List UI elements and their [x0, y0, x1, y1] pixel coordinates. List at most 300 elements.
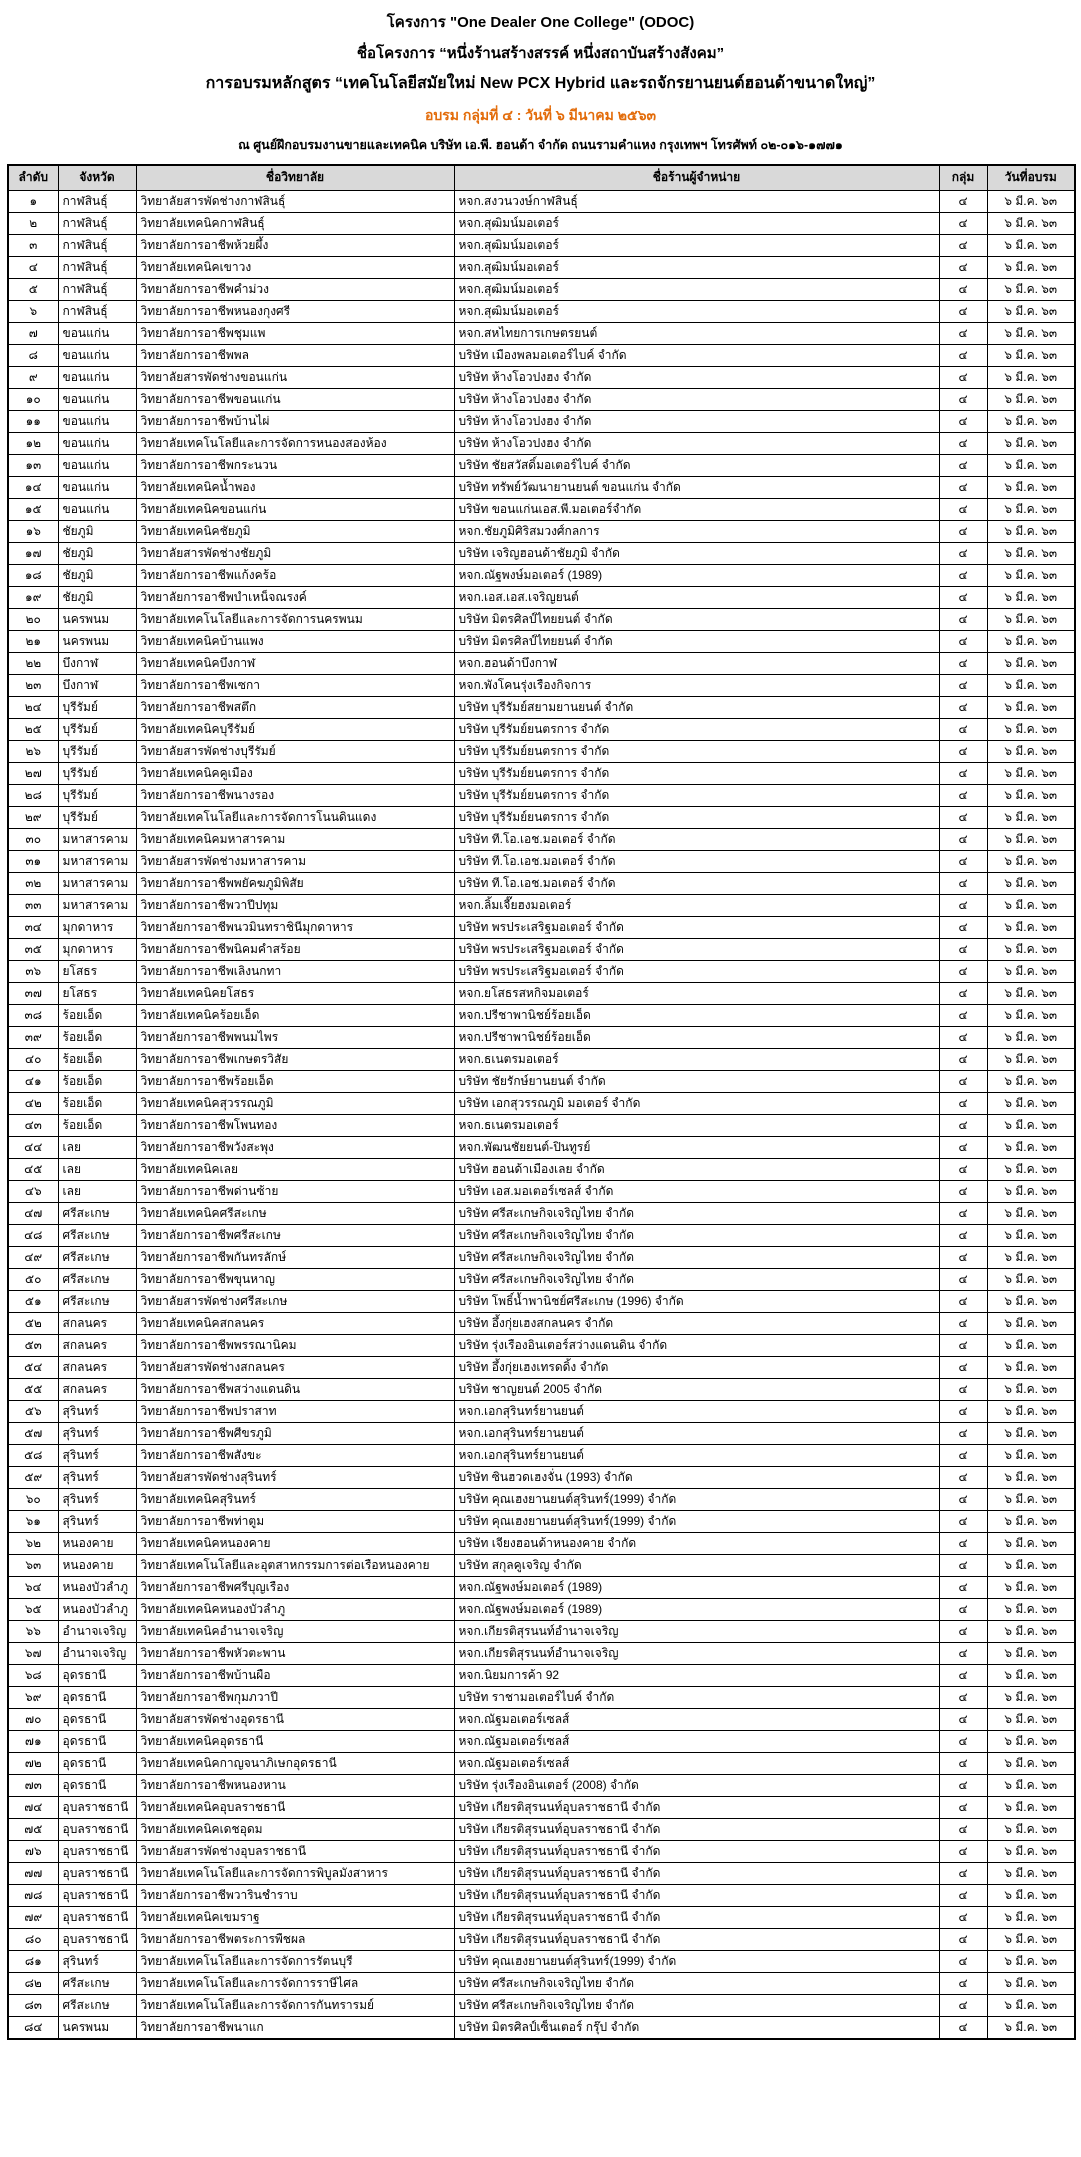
training-date-cell: ๖ มี.ค. ๖๓	[987, 1731, 1075, 1753]
dealer-name-cell: บริษัท บุรีรัมย์ยนตรการ จำกัด	[454, 763, 939, 785]
dealer-name-cell: บริษัท ทรัพย์วัฒนายานยนต์ ขอนแก่น จำกัด	[454, 477, 939, 499]
training-date-cell: ๖ มี.ค. ๖๓	[987, 1291, 1075, 1313]
college-name-cell: วิทยาลัยเทคนิคสุวรรณภูมิ	[136, 1093, 454, 1115]
training-date-cell: ๖ มี.ค. ๖๓	[987, 741, 1075, 763]
dealer-name-cell: หจก.เอกสุรินทร์ยานยนต์	[454, 1445, 939, 1467]
training-date-cell: ๖ มี.ค. ๖๓	[987, 1599, 1075, 1621]
table-row	[8, 301, 1075, 323]
training-date-cell: ๖ มี.ค. ๖๓	[987, 213, 1075, 235]
college-name-cell: วิทยาลัยเทคนิคสุรินทร์	[136, 1489, 454, 1511]
table-row	[8, 1929, 1075, 1951]
row-number-cell: ๕๑	[8, 1291, 58, 1313]
group-cell: ๔	[939, 829, 987, 851]
training-date-cell: ๖ มี.ค. ๖๓	[987, 719, 1075, 741]
group-cell: ๔	[939, 917, 987, 939]
college-name-cell: วิทยาลัยการอาชีพสังขะ	[136, 1445, 454, 1467]
dealer-name-cell: บริษัท ห้างโอวปงฮง จำกัด	[454, 411, 939, 433]
dealer-name-cell: บริษัท เกียรติสุรนนท์อุบลราชธานี จำกัด	[454, 1841, 939, 1863]
table-row	[8, 1995, 1075, 2017]
province-cell: ชัยภูมิ	[58, 587, 136, 609]
dealer-name-cell: บริษัท เอกสุวรรณภูมิ มอเตอร์ จำกัด	[454, 1093, 939, 1115]
dealer-name-cell: บริษัท อึ้งกุ่ยเฮงสกลนคร จำกัด	[454, 1313, 939, 1335]
row-number-cell: ๑๙	[8, 587, 58, 609]
table-row	[8, 1709, 1075, 1731]
training-date-cell: ๖ มี.ค. ๖๓	[987, 1269, 1075, 1291]
training-date-cell: ๖ มี.ค. ๖๓	[987, 697, 1075, 719]
province-cell: สุรินทร์	[58, 1951, 136, 1973]
dealer-name-cell: บริษัท บุรีรัมย์ยนตรการ จำกัด	[454, 807, 939, 829]
row-number-cell: ๓๑	[8, 851, 58, 873]
province-cell: สกลนคร	[58, 1379, 136, 1401]
province-cell: กาฬสินธุ์	[58, 235, 136, 257]
college-name-cell: วิทยาลัยการอาชีพห้วยผึ้ง	[136, 235, 454, 257]
province-cell: นครพนม	[58, 2017, 136, 2040]
training-date-cell: ๖ มี.ค. ๖๓	[987, 1511, 1075, 1533]
group-cell: ๔	[939, 1863, 987, 1885]
college-name-cell: วิทยาลัยการอาชีพพยัคฆภูมิพิสัย	[136, 873, 454, 895]
training-date-cell: ๖ มี.ค. ๖๓	[987, 829, 1075, 851]
province-cell: หนองคาย	[58, 1555, 136, 1577]
dealer-name-cell: บริษัท ห้างโอวปงฮง จำกัด	[454, 367, 939, 389]
province-cell: ร้อยเอ็ด	[58, 1115, 136, 1137]
table-row	[8, 1027, 1075, 1049]
group-cell: ๔	[939, 1313, 987, 1335]
training-date-cell: ๖ มี.ค. ๖๓	[987, 1225, 1075, 1247]
dealer-name-cell: บริษัท สกุลคูเจริญ จำกัด	[454, 1555, 939, 1577]
col-header-group: กลุ่ม	[939, 165, 987, 191]
group-cell: ๔	[939, 1995, 987, 2017]
group-cell: ๔	[939, 301, 987, 323]
province-cell: สุรินทร์	[58, 1511, 136, 1533]
dealer-name-cell: บริษัท มิตรศิลป์เซ็นเตอร์ กรุ๊ป จำกัด	[454, 2017, 939, 2040]
college-name-cell: วิทยาลัยสารพัดช่างขอนแก่น	[136, 367, 454, 389]
table-row	[8, 1225, 1075, 1247]
table-row	[8, 939, 1075, 961]
table-row	[8, 917, 1075, 939]
dealer-name-cell: บริษัท ฮอนด้าเมืองเลย จำกัด	[454, 1159, 939, 1181]
row-number-cell: ๓๖	[8, 961, 58, 983]
group-cell: ๔	[939, 697, 987, 719]
college-name-cell: วิทยาลัยการอาชีพวังสะพุง	[136, 1137, 454, 1159]
training-date-cell: ๖ มี.ค. ๖๓	[987, 1951, 1075, 1973]
dealer-name-cell: บริษัท ที.โอ.เอช.มอเตอร์ จำกัด	[454, 873, 939, 895]
row-number-cell: ๑๗	[8, 543, 58, 565]
training-date-cell: ๖ มี.ค. ๖๓	[987, 191, 1075, 213]
group-cell: ๔	[939, 983, 987, 1005]
table-row	[8, 565, 1075, 587]
college-name-cell: วิทยาลัยสารพัดช่างอุบลราชธานี	[136, 1841, 454, 1863]
group-cell: ๔	[939, 1181, 987, 1203]
group-cell: ๔	[939, 1203, 987, 1225]
training-date-cell: ๖ มี.ค. ๖๓	[987, 1467, 1075, 1489]
province-cell: บุรีรัมย์	[58, 763, 136, 785]
college-name-cell: วิทยาลัยสารพัดช่างศรีสะเกษ	[136, 1291, 454, 1313]
dealer-name-cell: บริษัท ศรีสะเกษกิจเจริญไทย จำกัด	[454, 1995, 939, 2017]
table-row	[8, 1247, 1075, 1269]
training-date-cell: ๖ มี.ค. ๖๓	[987, 543, 1075, 565]
province-cell: มุกดาหาร	[58, 917, 136, 939]
group-cell: ๔	[939, 1445, 987, 1467]
dealer-name-cell: บริษัท บุรีรัมย์ยนตรการ จำกัด	[454, 719, 939, 741]
training-date-cell: ๖ มี.ค. ๖๓	[987, 565, 1075, 587]
province-cell: อำนาจเจริญ	[58, 1643, 136, 1665]
province-cell: ยโสธร	[58, 983, 136, 1005]
province-cell: สกลนคร	[58, 1313, 136, 1335]
province-cell: อุบลราชธานี	[58, 1863, 136, 1885]
table-row	[8, 1005, 1075, 1027]
province-cell: อุบลราชธานี	[58, 1907, 136, 1929]
dealer-name-cell: บริษัท คุณเฮงยานยนต์สุรินทร์(1999) จำกัด	[454, 1489, 939, 1511]
row-number-cell: ๓๘	[8, 1005, 58, 1027]
dealer-name-cell: บริษัท เกียรติสุรนนท์อุบลราชธานี จำกัด	[454, 1863, 939, 1885]
row-number-cell: ๓๒	[8, 873, 58, 895]
college-name-cell: วิทยาลัยการอาชีพนิคมคำสร้อย	[136, 939, 454, 961]
group-cell: ๔	[939, 1643, 987, 1665]
training-date-cell: ๖ มี.ค. ๖๓	[987, 1379, 1075, 1401]
college-name-cell: วิทยาลัยการอาชีพเลิงนกทา	[136, 961, 454, 983]
dealer-name-cell: บริษัท ที.โอ.เอช.มอเตอร์ จำกัด	[454, 829, 939, 851]
college-name-cell: วิทยาลัยเทคโนโลยีและการจัดการโนนดินแดง	[136, 807, 454, 829]
province-cell: หนองบัวลำภู	[58, 1599, 136, 1621]
college-name-cell: วิทยาลัยการอาชีพวาปีปทุม	[136, 895, 454, 917]
group-cell: ๔	[939, 961, 987, 983]
college-name-cell: วิทยาลัยการอาชีพนางรอง	[136, 785, 454, 807]
row-number-cell: ๗๐	[8, 1709, 58, 1731]
province-cell: ศรีสะเกษ	[58, 1291, 136, 1313]
group-cell: ๔	[939, 1071, 987, 1093]
group-cell: ๔	[939, 851, 987, 873]
training-date-cell: ๖ มี.ค. ๖๓	[987, 1885, 1075, 1907]
college-name-cell: วิทยาลัยเทคนิคสกลนคร	[136, 1313, 454, 1335]
college-name-cell: วิทยาลัยการอาชีพพรรณานิคม	[136, 1335, 454, 1357]
row-number-cell: ๘	[8, 345, 58, 367]
province-cell: อุดรธานี	[58, 1753, 136, 1775]
table-row	[8, 499, 1075, 521]
training-date-cell: ๖ มี.ค. ๖๓	[987, 917, 1075, 939]
province-cell: สุรินทร์	[58, 1467, 136, 1489]
table-row	[8, 1907, 1075, 1929]
row-number-cell: ๔๖	[8, 1181, 58, 1203]
dealer-name-cell: บริษัท พรประเสริฐมอเตอร์ จำกัด	[454, 939, 939, 961]
training-date-cell: ๖ มี.ค. ๖๓	[987, 1797, 1075, 1819]
row-number-cell: ๖๐	[8, 1489, 58, 1511]
row-number-cell: ๒๙	[8, 807, 58, 829]
dealer-name-cell: บริษัท เมืองพลมอเตอร์ไบค์ จำกัด	[454, 345, 939, 367]
province-cell: ขอนแก่น	[58, 477, 136, 499]
training-date-cell: ๖ มี.ค. ๖๓	[987, 1665, 1075, 1687]
col-header-date: วันที่อบรม	[987, 165, 1075, 191]
group-cell: ๔	[939, 1489, 987, 1511]
row-number-cell: ๘๒	[8, 1973, 58, 1995]
training-date-cell: ๖ มี.ค. ๖๓	[987, 367, 1075, 389]
dealer-name-cell: หจก.ณัฐมอเตอร์เซลส์	[454, 1753, 939, 1775]
group-cell: ๔	[939, 609, 987, 631]
row-number-cell: ๕๓	[8, 1335, 58, 1357]
college-name-cell: วิทยาลัยสารพัดช่างบุรีรัมย์	[136, 741, 454, 763]
table-row	[8, 1951, 1075, 1973]
college-name-cell: วิทยาลัยการอาชีพศีขรภูมิ	[136, 1423, 454, 1445]
province-cell: อุบลราชธานี	[58, 1797, 136, 1819]
group-cell: ๔	[939, 477, 987, 499]
dealer-name-cell: บริษัท เกียรติสุรนนท์อุบลราชธานี จำกัด	[454, 1819, 939, 1841]
training-date-cell: ๖ มี.ค. ๖๓	[987, 1687, 1075, 1709]
group-cell: ๔	[939, 1379, 987, 1401]
province-cell: กาฬสินธุ์	[58, 279, 136, 301]
dealer-name-cell: หจก.ปรีชาพานิชย์ร้อยเอ็ด	[454, 1005, 939, 1027]
row-number-cell: ๗๓	[8, 1775, 58, 1797]
province-cell: มหาสารคาม	[58, 851, 136, 873]
group-cell: ๔	[939, 1665, 987, 1687]
group-cell: ๔	[939, 939, 987, 961]
group-cell: ๔	[939, 719, 987, 741]
college-name-cell: วิทยาลัยเทคนิคชัยภูมิ	[136, 521, 454, 543]
training-date-cell: ๖ มี.ค. ๖๓	[987, 1181, 1075, 1203]
college-name-cell: วิทยาลัยเทคนิคกาญจนาภิเษกอุดรธานี	[136, 1753, 454, 1775]
group-cell: ๔	[939, 499, 987, 521]
college-name-cell: วิทยาลัยการอาชีพหัวตะพาน	[136, 1643, 454, 1665]
row-number-cell: ๑๖	[8, 521, 58, 543]
college-name-cell: วิทยาลัยเทคนิคอุดรธานี	[136, 1731, 454, 1753]
training-date-cell: ๖ มี.ค. ๖๓	[987, 653, 1075, 675]
province-cell: อุบลราชธานี	[58, 1885, 136, 1907]
group-cell: ๔	[939, 1775, 987, 1797]
college-name-cell: วิทยาลัยการอาชีพเกษตรวิสัย	[136, 1049, 454, 1071]
row-number-cell: ๘๔	[8, 2017, 58, 2040]
dealer-name-cell: บริษัท พรประเสริฐมอเตอร์ จำกัด	[454, 961, 939, 983]
college-name-cell: วิทยาลัยการอาชีพด่านซ้าย	[136, 1181, 454, 1203]
table-row	[8, 719, 1075, 741]
group-cell: ๔	[939, 411, 987, 433]
dealer-name-cell: บริษัท เกียรติสุรนนท์อุบลราชธานี จำกัด	[454, 1885, 939, 1907]
province-cell: ร้อยเอ็ด	[58, 1027, 136, 1049]
group-cell: ๔	[939, 565, 987, 587]
college-name-cell: วิทยาลัยเทคโนโลยีและการจัดการหนองสองห้อง	[136, 433, 454, 455]
dealer-name-cell: หจก.สุฒิมน์มอเตอร์	[454, 213, 939, 235]
province-cell: ขอนแก่น	[58, 367, 136, 389]
dealer-name-cell: หจก.สหไทยการเกษตรยนต์	[454, 323, 939, 345]
province-cell: กาฬสินธุ์	[58, 213, 136, 235]
venue-info: ณ ศูนย์ฝึกอบรมงานขายและเทคนิค บริษัท เอ.พี. ฮอนด้า จำกัด ถนนรามคำแหง กรุงเทพฯ โทรศัพท์ ๐๒-๐๑๖-๑๗๗๑	[238, 138, 843, 152]
dealer-name-cell: หจก.ณัฐมอเตอร์เซลส์	[454, 1731, 939, 1753]
row-number-cell: ๗๙	[8, 1907, 58, 1929]
group-cell: ๔	[939, 1027, 987, 1049]
college-name-cell: วิทยาลัยการอาชีพสตึก	[136, 697, 454, 719]
training-date-cell: ๖ มี.ค. ๖๓	[987, 1423, 1075, 1445]
table-row	[8, 257, 1075, 279]
province-cell: มุกดาหาร	[58, 939, 136, 961]
table-row	[8, 653, 1075, 675]
table-row	[8, 675, 1075, 697]
row-number-cell: ๔๑	[8, 1071, 58, 1093]
group-cell: ๔	[939, 1137, 987, 1159]
college-name-cell: วิทยาลัยการอาชีพแก้งคร้อ	[136, 565, 454, 587]
group-cell: ๔	[939, 1269, 987, 1291]
row-number-cell: ๑๒	[8, 433, 58, 455]
dealer-name-cell: บริษัท เจริญฮอนด้าชัยภูมิ จำกัด	[454, 543, 939, 565]
province-cell: มหาสารคาม	[58, 895, 136, 917]
table-row	[8, 1181, 1075, 1203]
training-date-cell: ๖ มี.ค. ๖๓	[987, 587, 1075, 609]
training-date-cell: ๖ มี.ค. ๖๓	[987, 1137, 1075, 1159]
project-name: ชื่อโครงการ “หนึ่งร้านสร้างสรรค์ หนึ่งสถาบันสร้างสังคม”	[356, 45, 725, 62]
college-name-cell: วิทยาลัยเทคนิคมหาสารคาม	[136, 829, 454, 851]
row-number-cell: ๒๖	[8, 741, 58, 763]
dealer-name-cell: บริษัท ขอนแก่นเอส.พี.มอเตอร์จำกัด	[454, 499, 939, 521]
training-date-cell: ๖ มี.ค. ๖๓	[987, 1335, 1075, 1357]
row-number-cell: ๗๘	[8, 1885, 58, 1907]
table-row	[8, 279, 1075, 301]
province-cell: อุดรธานี	[58, 1709, 136, 1731]
college-name-cell: วิทยาลัยเทคนิคยโสธร	[136, 983, 454, 1005]
dealer-name-cell: บริษัท รุ่งเรืองอินเตอร์ (2008) จำกัด	[454, 1775, 939, 1797]
province-cell: ชัยภูมิ	[58, 543, 136, 565]
training-date-cell: ๖ มี.ค. ๖๓	[987, 1555, 1075, 1577]
group-cell: ๔	[939, 1797, 987, 1819]
training-date-cell: ๖ มี.ค. ๖๓	[987, 455, 1075, 477]
training-date-cell: ๖ มี.ค. ๖๓	[987, 1247, 1075, 1269]
row-number-cell: ๔๗	[8, 1203, 58, 1225]
row-number-cell: ๕๖	[8, 1401, 58, 1423]
row-number-cell: ๑๐	[8, 389, 58, 411]
table-row	[8, 1797, 1075, 1819]
college-name-cell: วิทยาลัยสารพัดช่างสกลนคร	[136, 1357, 454, 1379]
college-name-cell: วิทยาลัยการอาชีพคำม่วง	[136, 279, 454, 301]
training-schedule-table	[7, 164, 1076, 2040]
group-cell: ๔	[939, 1753, 987, 1775]
table-row	[8, 1841, 1075, 1863]
row-number-cell: ๓๙	[8, 1027, 58, 1049]
training-date-cell: ๖ มี.ค. ๖๓	[987, 2017, 1075, 2040]
college-name-cell: วิทยาลัยเทคนิคหนองบัวลำภู	[136, 1599, 454, 1621]
training-date-cell: ๖ มี.ค. ๖๓	[987, 389, 1075, 411]
training-date-cell: ๖ มี.ค. ๖๓	[987, 323, 1075, 345]
group-cell: ๔	[939, 257, 987, 279]
college-name-cell: วิทยาลัยเทคนิคกาฬสินธุ์	[136, 213, 454, 235]
training-date-cell: ๖ มี.ค. ๖๓	[987, 345, 1075, 367]
dealer-name-cell: บริษัท มิตรศิลป์ไทยยนต์ จำกัด	[454, 631, 939, 653]
group-cell: ๔	[939, 1005, 987, 1027]
row-number-cell: ๓	[8, 235, 58, 257]
province-cell: อุดรธานี	[58, 1775, 136, 1797]
group-cell: ๔	[939, 1401, 987, 1423]
row-number-cell: ๗๗	[8, 1863, 58, 1885]
training-date-cell: ๖ มี.ค. ๖๓	[987, 411, 1075, 433]
session-info: อบรม กลุ่มที่ ๔ : วันที่ ๖ มีนาคม ๒๕๖๓	[424, 107, 657, 123]
group-cell: ๔	[939, 1335, 987, 1357]
dealer-name-cell: บริษัท คุณเฮงยานยนต์สุรินทร์(1999) จำกัด	[454, 1951, 939, 1973]
group-cell: ๔	[939, 653, 987, 675]
group-cell: ๔	[939, 1599, 987, 1621]
row-number-cell: ๖๙	[8, 1687, 58, 1709]
row-number-cell: ๓๔	[8, 917, 58, 939]
training-date-cell: ๖ มี.ค. ๖๓	[987, 301, 1075, 323]
group-cell: ๔	[939, 675, 987, 697]
table-row	[8, 1599, 1075, 1621]
table-header-row	[8, 165, 1075, 191]
table-row	[8, 851, 1075, 873]
table-row	[8, 1973, 1075, 1995]
group-cell: ๔	[939, 1621, 987, 1643]
dealer-name-cell: บริษัท ศรีสะเกษกิจเจริญไทย จำกัด	[454, 1973, 939, 1995]
table-row	[8, 1819, 1075, 1841]
group-cell: ๔	[939, 279, 987, 301]
row-number-cell: ๕๙	[8, 1467, 58, 1489]
college-name-cell: วิทยาลัยเทคนิคร้อยเอ็ด	[136, 1005, 454, 1027]
dealer-name-cell: หจก.พังโคนรุ่งเรืองกิจการ	[454, 675, 939, 697]
group-cell: ๔	[939, 631, 987, 653]
table-row	[8, 1511, 1075, 1533]
dealer-name-cell: หจก.ปรีชาพานิชย์ร้อยเอ็ด	[454, 1027, 939, 1049]
table-row	[8, 1489, 1075, 1511]
table-row	[8, 1753, 1075, 1775]
college-name-cell: วิทยาลัยการอาชีพพนมไพร	[136, 1027, 454, 1049]
training-date-cell: ๖ มี.ค. ๖๓	[987, 1533, 1075, 1555]
col-header-dealer: ชื่อร้านผู้จำหน่าย	[454, 165, 939, 191]
college-name-cell: วิทยาลัยสารพัดช่างชัยภูมิ	[136, 543, 454, 565]
group-cell: ๔	[939, 1885, 987, 1907]
group-cell: ๔	[939, 235, 987, 257]
training-date-cell: ๖ มี.ค. ๖๓	[987, 1159, 1075, 1181]
college-name-cell: วิทยาลัยเทคนิคเขมราฐ	[136, 1907, 454, 1929]
college-name-cell: วิทยาลัยการอาชีพขุนหาญ	[136, 1269, 454, 1291]
group-cell: ๔	[939, 1115, 987, 1137]
group-cell: ๔	[939, 1511, 987, 1533]
province-cell: ร้อยเอ็ด	[58, 1093, 136, 1115]
row-number-cell: ๒๒	[8, 653, 58, 675]
province-cell: ชัยภูมิ	[58, 565, 136, 587]
group-cell: ๔	[939, 1709, 987, 1731]
training-date-cell: ๖ มี.ค. ๖๓	[987, 257, 1075, 279]
dealer-name-cell: หจก.เอส.เอส.เจริญยนต์	[454, 587, 939, 609]
college-name-cell: วิทยาลัยการอาชีพกระนวน	[136, 455, 454, 477]
province-cell: กาฬสินธุ์	[58, 257, 136, 279]
college-name-cell: วิทยาลัยเทคนิคอำนาจเจริญ	[136, 1621, 454, 1643]
province-cell: เลย	[58, 1181, 136, 1203]
row-number-cell: ๓๐	[8, 829, 58, 851]
college-name-cell: วิทยาลัยการอาชีพหนองกุงศรี	[136, 301, 454, 323]
table-row	[8, 1665, 1075, 1687]
college-name-cell: วิทยาลัยการอาชีพกันทรลักษ์	[136, 1247, 454, 1269]
table-row	[8, 609, 1075, 631]
group-cell: ๔	[939, 1159, 987, 1181]
table-row	[8, 1313, 1075, 1335]
course-title: การอบรมหลักสูตร “เทคโนโลยีสมัยใหม่ New PCX Hybrid และรถจักรยานยนต์ฮอนด้าขนาดใหญ่”	[205, 75, 876, 92]
college-name-cell: วิทยาลัยเทคนิคอุบลราชธานี	[136, 1797, 454, 1819]
group-cell: ๔	[939, 807, 987, 829]
row-number-cell: ๑๑	[8, 411, 58, 433]
province-cell: ร้อยเอ็ด	[58, 1049, 136, 1071]
row-number-cell: ๒๗	[8, 763, 58, 785]
dealer-name-cell: บริษัท บุรีรัมย์ยนตรการ จำกัด	[454, 741, 939, 763]
row-number-cell: ๖๖	[8, 1621, 58, 1643]
row-number-cell: ๕๔	[8, 1357, 58, 1379]
dealer-name-cell: หจก.สุฒิมน์มอเตอร์	[454, 257, 939, 279]
row-number-cell: ๔๕	[8, 1159, 58, 1181]
training-date-cell: ๖ มี.ค. ๖๓	[987, 1005, 1075, 1027]
dealer-name-cell: บริษัท อึ้งกุ่ยเฮงเทรดดิ้ง จำกัด	[454, 1357, 939, 1379]
dealer-name-cell: หจก.เอกสุรินทร์ยานยนต์	[454, 1423, 939, 1445]
table-row	[8, 1467, 1075, 1489]
college-name-cell: วิทยาลัยการอาชีพสว่างแดนดิน	[136, 1379, 454, 1401]
province-cell: อุบลราชธานี	[58, 1929, 136, 1951]
table-row	[8, 367, 1075, 389]
row-number-cell: ๖๓	[8, 1555, 58, 1577]
training-date-cell: ๖ มี.ค. ๖๓	[987, 1203, 1075, 1225]
row-number-cell: ๕๕	[8, 1379, 58, 1401]
group-cell: ๔	[939, 1687, 987, 1709]
row-number-cell: ๑๔	[8, 477, 58, 499]
group-cell: ๔	[939, 873, 987, 895]
